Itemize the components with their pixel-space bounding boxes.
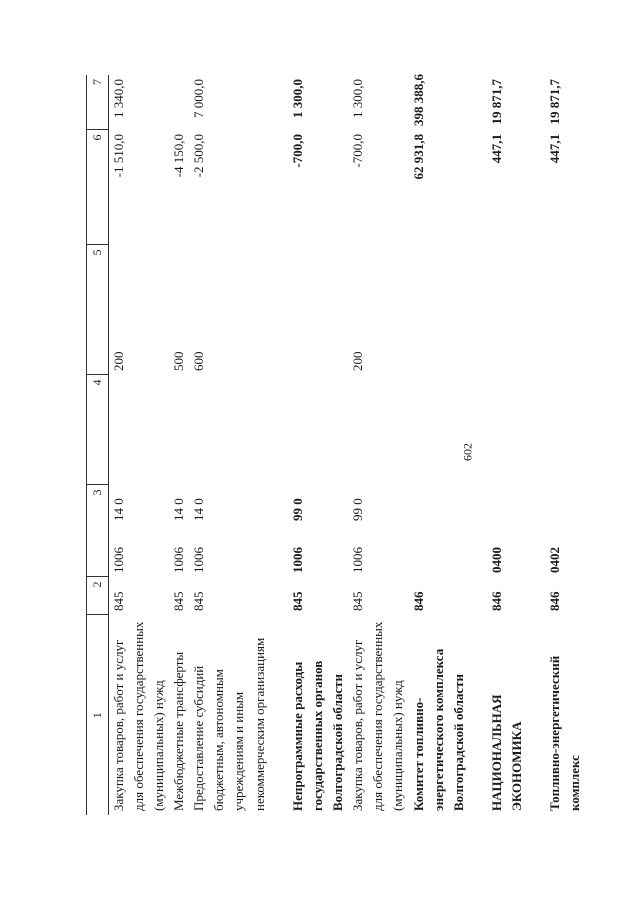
row-code-4: 99 0 bbox=[350, 498, 366, 521]
row-name: Комитет топливно-энергетического комплекса Волгоградской области bbox=[410, 648, 466, 811]
header-col-6: 6 bbox=[87, 130, 109, 245]
row-value-7: 1 340,0 bbox=[110, 79, 126, 118]
row-value-6: -4 150,0 bbox=[171, 134, 187, 178]
table-row bbox=[527, 75, 585, 815]
row-code-5 bbox=[169, 375, 189, 485]
row-name: Непрограммные расходы государственных органов Волгоградской области bbox=[289, 660, 345, 811]
row-code-3: 1006 bbox=[110, 547, 126, 573]
row-value-6: -700,0 bbox=[289, 134, 305, 168]
header-col-7: 7 bbox=[87, 75, 109, 130]
header-col-4: 4 bbox=[87, 375, 109, 485]
row-code-6: 500 bbox=[171, 351, 187, 371]
table-row bbox=[189, 75, 270, 815]
row-code-4 bbox=[409, 485, 469, 525]
row-code-2: 845 bbox=[110, 591, 126, 611]
row-code-2: 845 bbox=[171, 591, 187, 611]
row-code-6: 200 bbox=[110, 351, 126, 371]
row-name: НАЦИОНАЛЬНАЯ ЭКОНОМИКА bbox=[488, 694, 525, 811]
table-header-row bbox=[87, 75, 109, 815]
row-code-3: 0402 bbox=[547, 547, 563, 573]
row-code-2: 846 bbox=[488, 591, 504, 611]
row-code-4: 14 0 bbox=[191, 498, 207, 521]
header-col-5: 5 bbox=[87, 245, 109, 375]
table-row bbox=[409, 75, 469, 815]
row-code-4 bbox=[469, 485, 527, 525]
row-value-7 bbox=[169, 75, 189, 130]
header-col-1: 1 bbox=[87, 615, 109, 815]
row-code-3: 0400 bbox=[488, 547, 504, 573]
budget-table bbox=[86, 75, 586, 815]
row-value-6: -2 500,0 bbox=[191, 134, 207, 178]
row-value-7: 7 000,0 bbox=[191, 79, 207, 118]
row-code-3: 1006 bbox=[350, 547, 366, 573]
row-code-3 bbox=[409, 525, 469, 577]
table-row bbox=[108, 75, 169, 815]
row-code-5 bbox=[527, 375, 585, 485]
row-code-6 bbox=[527, 245, 585, 375]
row-value-7: 19 871,7 bbox=[547, 79, 563, 125]
row-value-7: 1 300,0 bbox=[350, 79, 366, 118]
row-code-3: 1006 bbox=[191, 547, 207, 573]
page-number: 602 bbox=[460, 443, 475, 461]
row-code-2: 846 bbox=[547, 591, 563, 611]
row-code-6 bbox=[469, 245, 527, 375]
row-value-6: 62 931,8 bbox=[410, 134, 426, 180]
row-name: Закупка товаров, работ и услуг для обеспечения государственных (муниципальных) нужд bbox=[350, 621, 406, 811]
row-name: Топливно-энергетический комплекс bbox=[547, 655, 583, 811]
header-col-2: 2 bbox=[87, 577, 109, 615]
row-code-4: 14 0 bbox=[110, 498, 126, 521]
row-name: Закупка товаров, работ и услуг для обеспечения государственных (муниципальных) нужд bbox=[110, 621, 166, 811]
row-value-7: 19 871,7 bbox=[488, 79, 504, 125]
row-value-6: 447,1 bbox=[547, 134, 563, 164]
table-row bbox=[169, 75, 189, 815]
row-code-4: 99 0 bbox=[289, 498, 305, 521]
table-row bbox=[469, 75, 527, 815]
row-code-5 bbox=[189, 375, 270, 485]
row-value-6: 447,1 bbox=[488, 134, 504, 164]
row-value-7: 1 300,0 bbox=[289, 79, 305, 118]
budget-table-container bbox=[86, 74, 583, 815]
row-code-5 bbox=[348, 375, 408, 485]
table-row bbox=[348, 75, 408, 815]
row-name: Предоставление субсидий бюджетным, автономным учреждениям и иным некоммерческим организациям bbox=[191, 637, 267, 811]
row-value-6: -700,0 bbox=[350, 134, 366, 168]
table-row bbox=[270, 75, 348, 815]
row-code-2: 845 bbox=[350, 591, 366, 611]
row-code-5 bbox=[469, 375, 527, 485]
row-value-7: 398 388,6 bbox=[410, 74, 426, 126]
row-code-2: 846 bbox=[410, 591, 426, 611]
row-code-5 bbox=[108, 375, 169, 485]
row-code-2: 845 bbox=[191, 591, 207, 611]
row-code-5 bbox=[409, 375, 469, 485]
row-value-6: -1 510,0 bbox=[110, 134, 126, 178]
row-code-5 bbox=[270, 375, 348, 485]
row-code-4 bbox=[527, 485, 585, 525]
row-code-6: 600 bbox=[191, 351, 207, 371]
row-code-6 bbox=[270, 245, 348, 375]
row-code-6 bbox=[409, 245, 469, 375]
row-code-3: 1006 bbox=[171, 547, 187, 573]
row-code-3: 1006 bbox=[289, 547, 305, 573]
row-code-2: 845 bbox=[289, 591, 305, 611]
row-code-6: 200 bbox=[350, 351, 366, 371]
header-col-3: 3 bbox=[87, 485, 109, 577]
row-code-4: 14 0 bbox=[171, 498, 187, 521]
row-name: Межбюджетные трансферты bbox=[171, 651, 187, 811]
